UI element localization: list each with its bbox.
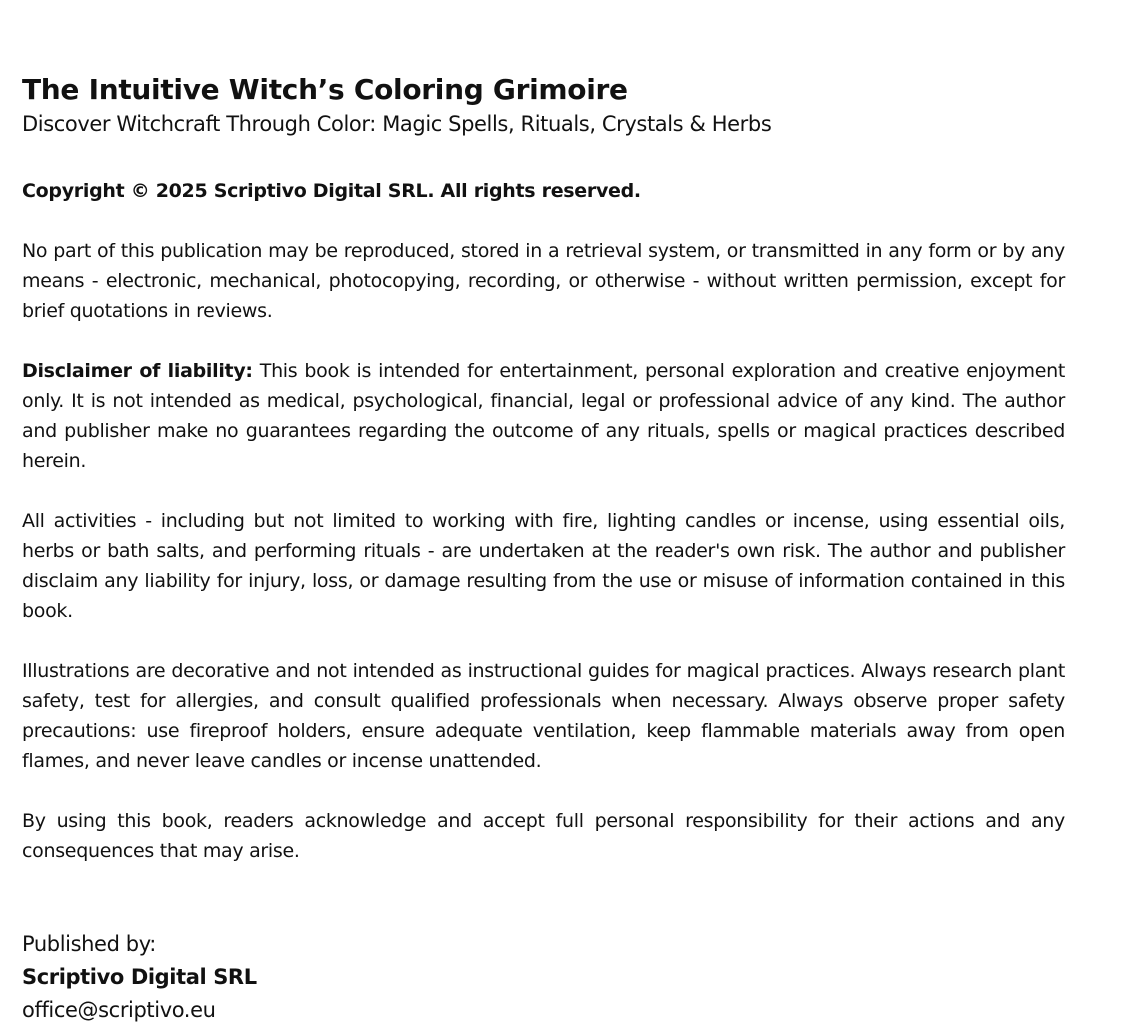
reproduction-notice: No part of this publication may be reproduced, stored in a retrieval system, or transmitted in any form or by any means - electronic, mechanical, photocopying, recording, or otherwise - without written permission, except for brief quotations in reviews. <box>22 240 1065 322</box>
book-subtitle: Discover Witchcraft Through Color: Magic Spells, Rituals, Crystals & Herbs <box>22 112 772 136</box>
disclaimer-text: This book is intended for entertainment, personal exploration and creative enjoyment only. It is not intended as medical, psychological, financial, legal or professional advice of any kind. The author and publisher make no guarantees regarding the outcome of any rituals, spells or magical practices described herein. <box>22 360 1065 472</box>
publisher-block <box>22 928 1065 1027</box>
disclaimer-label: Disclaimer of liability: <box>22 360 253 382</box>
publisher-label: Published by: <box>22 932 156 956</box>
activities-notice: All activities - including but not limited to working with fire, lighting candles or incense, using essential oils, herbs or bath salts, and performing rituals - are undertaken at the reader's own risk. The author and publisher disclaim any liability for injury, loss, or damage resulting from the use or misuse of information contained in this book. <box>22 510 1065 622</box>
copyright-notice: Copyright © 2025 Scriptivo Digital SRL. All rights reserved. <box>22 180 641 202</box>
illustrations-notice: Illustrations are decorative and not intended as instructional guides for magical practices. Always research plant safety, test for allergies, and consult qualified professionals when necessary. Always observe proper safety precautions: use fireproof holders, ensure adequate ventilation, keep flammable materials away from open flames, and never leave candles or incense unattended. <box>22 660 1065 772</box>
publisher-name: Scriptivo Digital SRL <box>22 965 257 989</box>
acknowledgement-notice: By using this book, readers acknowledge and accept full personal responsibility for their actions and any consequences that may arise. <box>22 810 1065 862</box>
book-title: The Intuitive Witch’s Coloring Grimoire <box>22 73 628 106</box>
publisher-email: office@scriptivo.eu <box>22 998 216 1022</box>
disclaimer-paragraph <box>22 356 1065 476</box>
